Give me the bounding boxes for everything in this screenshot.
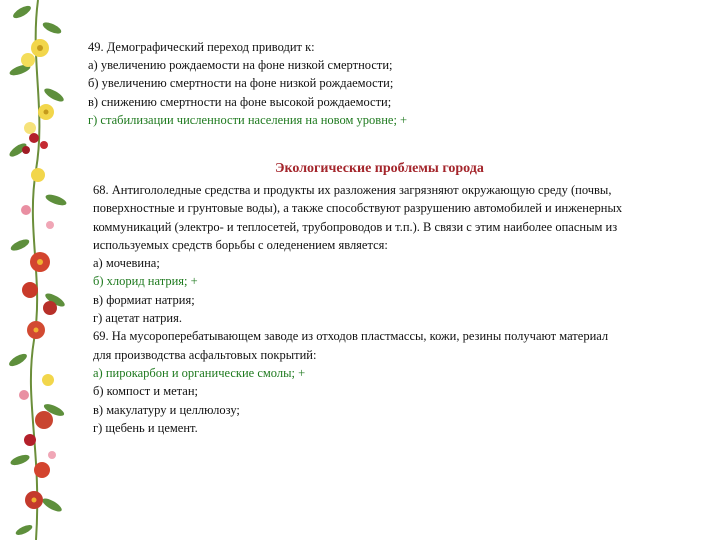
question-69-option-c: в) макулатуру и целлюлозу; (93, 402, 240, 417)
question-49 (88, 38, 688, 129)
question-68-option-a: а) мочевина; (93, 256, 160, 271)
question-49-text: 49. Демографический переход приводит к: (88, 40, 315, 54)
question-68-line-4: используемых средств борьбы с оледенением является: (93, 237, 388, 252)
question-69-option-d: г) щебень и цемент. (93, 420, 198, 435)
question-49-option-c: в) снижению смертности на фоне высокой рождаемости; (88, 94, 392, 109)
question-68-line-1: 68. Антигололедные средства и продукты их разложения загрязняют окружающую среду (почвы, (93, 183, 612, 197)
section-title: Экологические проблемы города (275, 161, 484, 176)
question-69-line-1: 69. На мусороперебатывающем заводе из отходов пластмассы, кожи, резины получают материал (93, 329, 609, 344)
question-69-option-b: б) компост и метан; (93, 384, 198, 399)
question-68-line-2: поверхностные и грунтовые воды), а также способствуют разрушению автомобилей и инженерных (93, 201, 623, 216)
question-49-option-d-correct: г) стабилизации численности населения на новом уровне; + (88, 112, 408, 127)
question-69-line-2: для производства асфальтовых покрытий: (93, 347, 317, 362)
question-68-option-c: в) формиат натрия; (93, 292, 195, 307)
questions-68-69 (93, 181, 693, 437)
question-49-option-a: а) увеличению рождаемости на фоне низкой смертности; (88, 58, 393, 73)
question-69-option-a-correct: а) пирокарбон и органические смолы; + (93, 365, 306, 380)
question-68-option-b-correct: б) хлорид натрия; + (93, 274, 198, 289)
question-68-option-d: г) ацетат натрия. (93, 311, 182, 326)
question-49-option-b: б) увеличению смертности на фоне низкой рождаемости; (88, 76, 394, 91)
floral-border-decoration (0, 0, 80, 540)
question-68-line-3: коммуникаций (электро- и теплосетей, трубопроводов и т.п.). В связи с этим наиболее опасным из (93, 219, 618, 234)
